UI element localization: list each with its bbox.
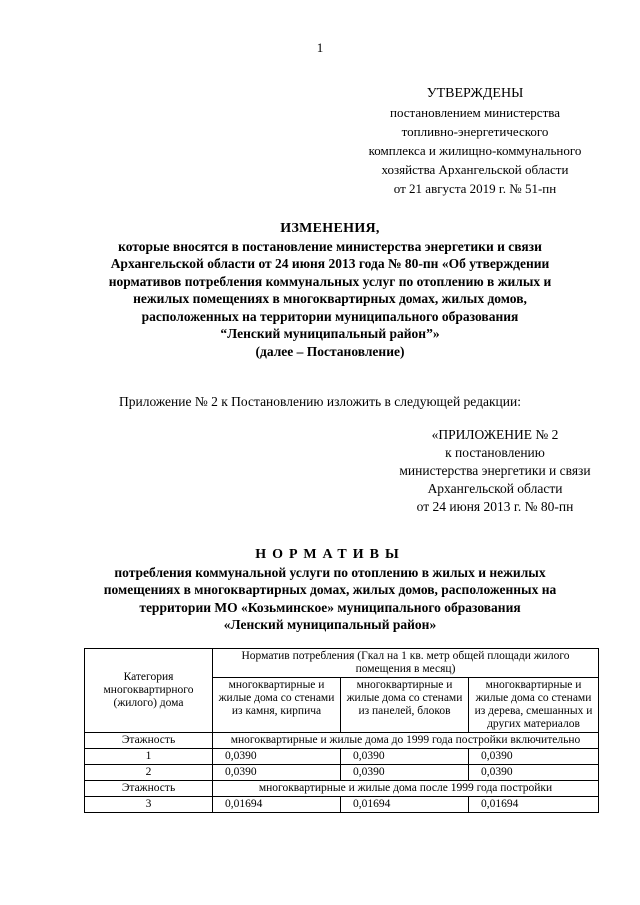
norms-table xyxy=(84,648,599,813)
norm-header: Норматив потребления (Гкал на 1 кв. метр общей площади жилого помещения в месяц) xyxy=(213,649,599,678)
section-row xyxy=(85,781,599,797)
table-header-row xyxy=(85,649,599,678)
value-cell: 0,0390 xyxy=(341,749,469,765)
title-line: (далее – Постановление) xyxy=(255,343,405,359)
appendix-line: «ПРИЛОЖЕНИЕ № 2 xyxy=(431,427,559,442)
title-line: расположенных на территории муниципального образования xyxy=(141,308,519,324)
title-line: которые вносятся в постановление министерства энергетики и связи xyxy=(118,238,542,254)
floor-cell: 1 xyxy=(85,749,213,765)
value-cell: 0,0390 xyxy=(341,765,469,781)
approval-line: хозяйства Архангельской области xyxy=(381,162,569,177)
column-header-panel: многоквартирные и жилые дома со стенами из панелей, блоков xyxy=(341,678,469,733)
value-cell: 0,0390 xyxy=(213,749,341,765)
instruction-text: Приложение № 2 к Постановлению изложить в следующей редакции: xyxy=(119,394,521,409)
value-cell: 0,0390 xyxy=(469,749,599,765)
norms-title-line: «Ленский муниципальный район» xyxy=(223,617,437,632)
approval-line: постановлением министерства xyxy=(389,105,560,120)
table-row xyxy=(85,765,599,781)
table-row xyxy=(85,797,599,813)
norms-heading: НОРМАТИВЫ xyxy=(255,547,405,562)
approval-heading: УТВЕРЖДЕНЫ xyxy=(426,86,524,101)
section-text: многоквартирные и жилые дома после 1999 года постройки xyxy=(213,781,599,797)
norms-title xyxy=(80,546,580,634)
title-main: ИЗМЕНЕНИЯ, xyxy=(280,221,380,236)
column-header-wood: многоквартирные и жилые дома со стенами из дерева, смешанных и других материалов xyxy=(469,678,599,733)
appendix-line: к постановлению xyxy=(445,445,545,460)
section-text: многоквартирные и жилые дома до 1999 года постройки включительно xyxy=(213,733,599,749)
appendix-line: министерства энергетики и связи xyxy=(399,463,591,478)
norms-title-line: территории МО «Козьминское» муниципального образования xyxy=(139,599,521,615)
value-cell: 0,0390 xyxy=(213,765,341,781)
column-header-stone: многоквартирные и жилые дома со стенами из камня, кирпича xyxy=(213,678,341,733)
title-line: нормативов потребления коммунальных услуг по отоплению в жилых и xyxy=(108,273,552,289)
value-cell: 0,01694 xyxy=(341,797,469,813)
appendix-line: Архангельской области xyxy=(427,481,563,496)
section-label: Этажность xyxy=(85,733,213,749)
norms-title-line: потребления коммунальной услуги по отоплению в жилых и нежилых xyxy=(114,564,546,580)
floor-cell: 3 xyxy=(85,797,213,813)
appendix-block xyxy=(370,426,620,516)
section-label: Этажность xyxy=(85,781,213,797)
floor-cell: 2 xyxy=(85,765,213,781)
title-line: Архангельской области от 24 июня 2013 года № 80-пн «Об утверждении xyxy=(110,256,550,271)
approval-line: топливно-энергетического xyxy=(401,124,549,139)
table-row xyxy=(85,749,599,765)
page-number: 1 xyxy=(316,40,324,55)
category-header: Категория многоквартирного (жилого) дома xyxy=(85,649,213,733)
value-cell: 0,01694 xyxy=(469,797,599,813)
section-row xyxy=(85,733,599,749)
norms-title-line: помещениях в многоквартирных домах, жилых домов, расположенных на xyxy=(103,582,557,597)
title-line: “Ленский муниципальный район”» xyxy=(220,326,440,341)
approval-line: комплекса и жилищно-коммунального xyxy=(368,143,582,158)
document-title xyxy=(80,220,580,360)
approval-block xyxy=(330,84,620,198)
value-cell: 0,0390 xyxy=(469,765,599,781)
title-line: нежилых помещениях в многоквартирных домах, жилых домов, xyxy=(133,291,527,306)
value-cell: 0,01694 xyxy=(213,797,341,813)
approval-line: от 21 августа 2019 г. № 51-пн xyxy=(393,181,557,196)
appendix-line: от 24 июня 2013 г. № 80-пн xyxy=(416,499,574,514)
